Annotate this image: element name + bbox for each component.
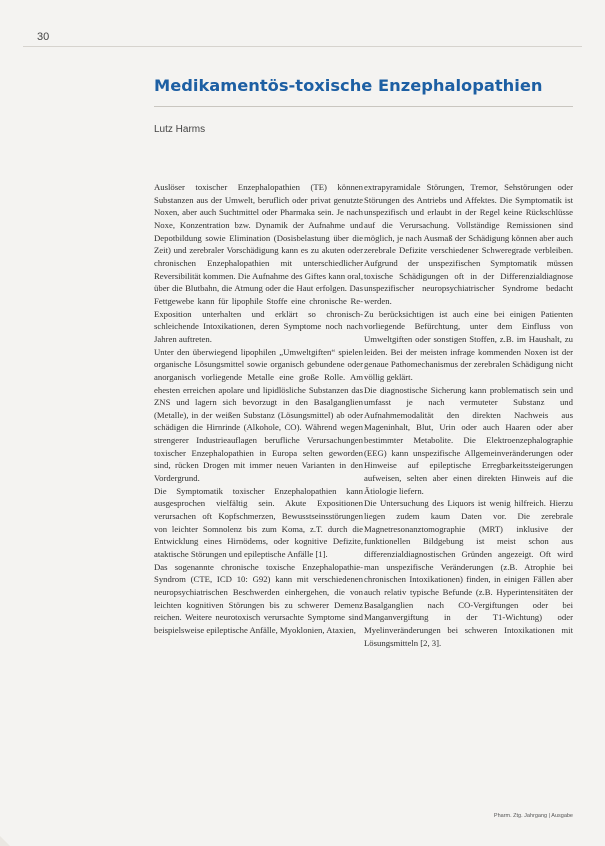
paragraph: Zu berücksichtigen ist auch eine bei einigen Patienten vorliegende Befürchtung, unter dem Einfluss von Umweltgiften oder sonstigen Stoffen, z.B. im Haushalt, zu leiden. Bei der meisten infrage kommenden Noxen ist der genaue Pathomechanismus der zerebralen Schädigung nicht völlig geklärt. [364,308,573,382]
page-number: 30 [37,31,50,43]
paragraph: Das sogenannte chronische toxische Enzephalopathie-Syndrom (CTE, ICD 10: G92) kann mit verschiedenen neuropsychiatrischen Beschwerden einhergehen, die von leichten kognitiven Störungen bis zu schwerer Demenz reichen. Weitere neurotoxisch verursachte Symptome sind beispielsweise epileptische Anfälle, Myoklonien, Ataxien, [154,561,363,635]
title-rule [154,106,573,107]
paragraph: extrapyramidale Störungen, Tremor, Sehstörungen oder Störungen des Antriebs und Affektes. Die Symptomatik ist unspezifisch und erlaubt in der Regel keine Rückschlüsse auf die Verursachung. Vollständige Remissionen sind möglich, je nach Ausmaß der Schädigung können aber auch zerebrale Defizite verschiedener Schweregrade verbleiben. Aufgrund der unspezifischen Symptomatik müssen toxische Schädigungen oft in der Differenzialdiagnose unspezifischer neuropsychiatrischer Syndrome bedacht werden. [364,182,573,306]
page-corner [0,836,10,846]
left-column [154,181,363,637]
paragraph: Die Symptomatik toxischer Enzephalopathien kann ausgesprochen vielfältig sein. Akute Expositionen verursachen oft Kopfschmerzen, Bewusstseinsstörungen von leichter Somnolenz bis zum Koma, z.T. durch die Entwicklung eines Hirnödems, oder kognitive Defizite, ataktische Störungen und epileptische Anfälle [1]. [154,485,363,560]
paragraph: Auslöser toxischer Enzephalopathien (TE) können Substanzen aus der Umwelt, beruflich oder privat genutzte Noxen, aber auch Suchtmittel oder Pharmaka sein. Je nach Noxe, Konzentration bzw. Dynamik der Aufnahme und Depotbildung sowie Elimination (Dosisbelastung über die Zeit) und zerebraler Vorschädigung kann es zu akuten oder chronischen Enzephalopathien mit unterschiedlicher Reversibilität kommen. Die Aufnahme des Giftes kann oral, über die Blutbahn, die Atmung oder die Haut erfolgen. Das Fettgewebe kann für lipophile Stoffe eine chronische Re-Exposition unterhalten und erklärt so chronisch-schleichende Intoxikationen, deren Symptome noch nach Jahren auftreten. [154,182,363,344]
author: Lutz Harms [154,124,206,135]
header-rule [23,46,582,47]
paragraph: Die diagnostische Sicherung kann problematisch sein und umfasst je nach vermuteter Substanz und Aufnahmemodalität den direkten Nachweis aus Mageninhalt, Blut, Urin oder auch Haaren oder aber bestimmter Metabolite. Die Elektroenzephalographie (EEG) kann unspezifische Allgemeinveränderungen oder Hinweise auf epileptische Erregbarkeitssteigerungen aufweisen, selten aber einen direkten Hinweis auf die Ätiologie liefern. [364,384,573,496]
paragraph: Die Untersuchung des Liquors ist wenig hilfreich. Hierzu liegen zudem kaum Daten vor. Die zerebrale Magnetresonanztomographie (MRT) inklusive der funktionellen Bildgebung ist meist schon aus differenzialdiagnostischen Gründen angezeigt. Oft wird man unspezifische Veränderungen (z.B. Atrophie bei chronischen Intoxikationen) finden, in einigen Fällen aber auch relativ typische Befunde (z.B. Hyperintensitäten der Basalganglien nach CO-Vergiftungen oder bei Manganvergiftung in der T1-Wichtung) oder Myelinveränderungen bei schweren Intoxikationen mit Lösungsmitteln [2, 3]. [364,498,573,648]
footer-citation: Pharm. Ztg. Jahrgang | Ausgabe [493,813,573,819]
article-title: Medikamentös-toxische Enzephalopathien [154,76,543,95]
right-column [364,181,573,649]
paragraph: Unter den überwiegend lipophilen „Umweltgiften“ spielen organische Lösungsmittel sowie organisch gebundene oder anorganisch vorliegende Metalle eine große Rolle. Am ehesten erreichen apolare und lipidlösliche Substanzen das ZNS und lagern sich bevorzugt in den Basalganglien (Metalle), in der weißen Substanz (Lösungsmittel) ab oder schädigen die Hirnrinde (Alkohole, CO). Während wegen strengerer Industrieauflagen berufliche Verursachungen toxischer Enzephalopathien in Europa selten geworden sind, rücken Drogen mit immer neuen Varianten in den Vordergrund. [154,346,363,484]
